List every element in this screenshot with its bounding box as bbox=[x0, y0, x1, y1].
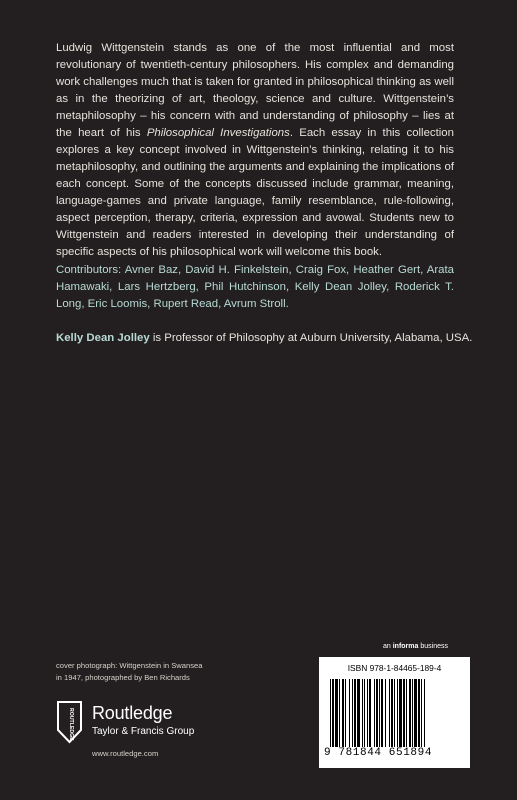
credit-line-2: in 1947, photographed by Ben Richards bbox=[56, 673, 190, 682]
book-title-italic: Philosophical Investigations bbox=[146, 127, 290, 139]
logo-lettering: ROUTLEDGE bbox=[68, 708, 74, 741]
barcode-bar bbox=[335, 679, 338, 747]
barcode-bar bbox=[349, 679, 350, 747]
editor-name: Kelly Dean Jolley bbox=[56, 332, 150, 344]
barcode-bar bbox=[391, 679, 393, 747]
barcode-bar bbox=[374, 679, 375, 747]
barcode-bar bbox=[369, 679, 371, 747]
publisher-group: Taylor & Francis Group bbox=[92, 726, 195, 737]
barcode-bar bbox=[367, 679, 368, 747]
back-cover-blurb bbox=[56, 40, 454, 261]
isbn-label: ISBN 978-1-84465-189-4 bbox=[347, 663, 442, 673]
publisher-block bbox=[56, 700, 256, 770]
barcode-bar bbox=[397, 679, 398, 747]
blurb-text-2: . Each essay in this collection explores a key concept involved in Wittgenstein’s thinking, relating it to his metaphilosophy, and outlining the arguments and explaining the implications of each concept. Some of the concepts discussed include grammar, meaning, language-games and private language, family resemblance, rule-following, aspect perception, therapy, criteria, expression and avowal. Students new to Wittgenstein and readers interested in developing their understanding of specific aspects of his philosophical work will welcome this book. bbox=[56, 127, 454, 258]
barcode-bar bbox=[342, 679, 344, 747]
barcode-bar bbox=[379, 679, 380, 747]
publisher-url: www.routledge.com bbox=[92, 749, 159, 758]
barcode-digits: 9 781844 651894 bbox=[324, 747, 433, 759]
blurb-text-1: Ludwig Wittgenstein stands as one of the most influential and most revolutionary of twentieth-century philosophers. His complex and demanding work challenges much that is taken for granted in philosophical thinking as well as in the theorizing of art, theology, science and culture. Wittgenstein’s metaphilosophy – his concern with and understanding of philosophy – lies at the heart of his bbox=[56, 42, 454, 139]
barcode-bar bbox=[357, 679, 360, 747]
barcode-bar bbox=[418, 679, 420, 747]
barcode-bar bbox=[403, 679, 405, 747]
informa-brand: informa bbox=[392, 643, 419, 650]
barcode-bar bbox=[389, 679, 390, 747]
barcode-bar bbox=[354, 679, 356, 747]
barcode-bar bbox=[339, 679, 340, 747]
barcode-bar bbox=[412, 679, 413, 747]
informa-pre: an bbox=[383, 643, 393, 650]
barcode-icon bbox=[330, 679, 462, 747]
barcode-bar bbox=[421, 679, 422, 747]
routledge-logo-icon bbox=[56, 700, 83, 744]
barcode-bar bbox=[409, 679, 411, 747]
barcode-bar bbox=[381, 679, 383, 747]
barcode-bar bbox=[332, 679, 334, 747]
editor-bio-text: is Professor of Philosophy at Auburn University, Alabama, USA. bbox=[149, 332, 473, 344]
barcode-bar bbox=[352, 679, 353, 747]
barcode-bar bbox=[424, 679, 425, 747]
informa-business-tag bbox=[383, 643, 448, 650]
barcode-bar bbox=[362, 679, 363, 747]
barcode-bar bbox=[345, 679, 346, 747]
barcode-panel bbox=[319, 657, 470, 768]
barcode-bar bbox=[364, 679, 365, 747]
publisher-name: Routledge bbox=[92, 703, 173, 723]
barcode-bar bbox=[330, 679, 331, 747]
contributors-list: Contributors: Avner Baz, David H. Finkelstein, Craig Fox, Heather Gert, Arata Hamawaki, Lars Hertzberg, Phil Hutchinson, Kelly Dean Jolley, Roderick T. Long, Eric Loomis, Rupert Read, Avrum Stroll. bbox=[56, 264, 454, 310]
barcode-bar bbox=[385, 679, 386, 747]
informa-post: business bbox=[418, 643, 448, 650]
credit-line-1: cover photograph: Wittgenstein in Swansea bbox=[56, 661, 203, 670]
barcode-bar bbox=[376, 679, 378, 747]
cover-photo-credit bbox=[56, 660, 256, 684]
barcode-bar bbox=[406, 679, 407, 747]
barcode-bar bbox=[399, 679, 402, 747]
editor-bio bbox=[56, 330, 476, 347]
barcode-bar bbox=[414, 679, 417, 747]
barcode-bar bbox=[394, 679, 395, 747]
